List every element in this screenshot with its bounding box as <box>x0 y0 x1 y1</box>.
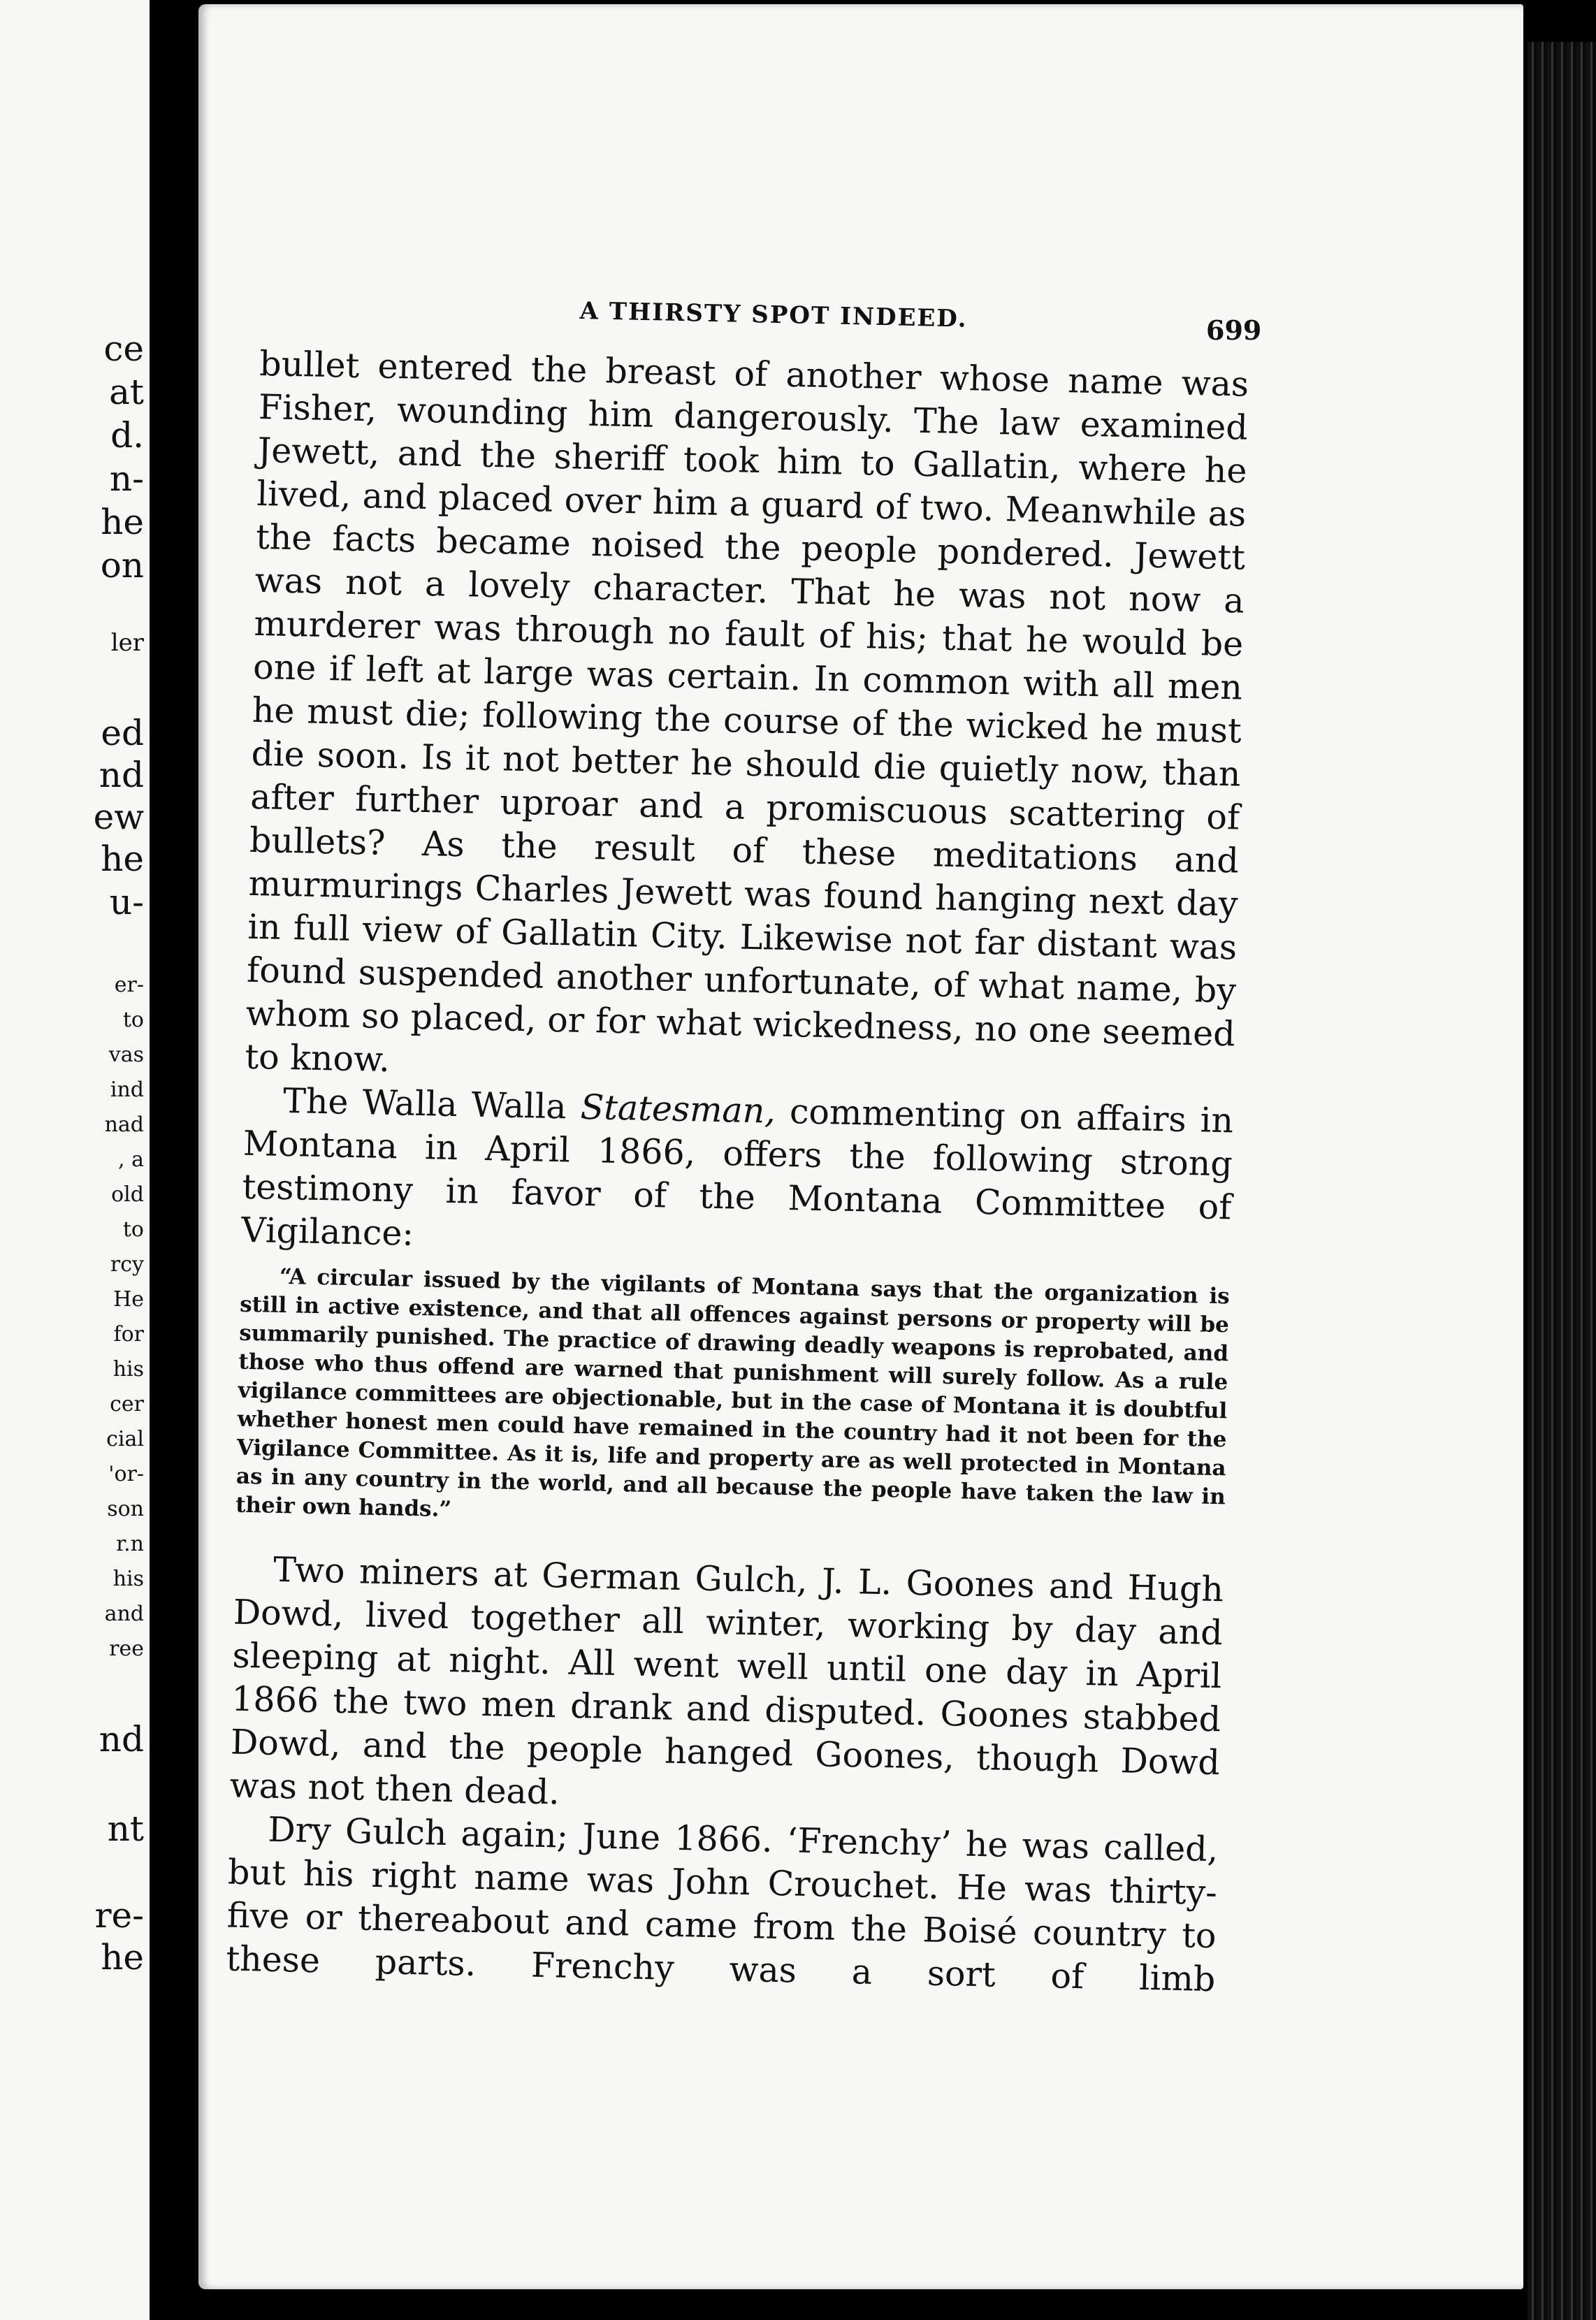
paragraph-statesman <box>241 1079 1234 1273</box>
paragraph-statesman-rest: commenting on affairs in Montana in April 1866, offers the following strong testimony in favor of the Montana Committee of Vigilance: <box>240 1091 1234 1254</box>
facing-page-fragment: at <box>109 372 144 412</box>
running-head: A THIRSTY SPOT INDEED. <box>579 297 968 333</box>
facing-page-fragment: and <box>104 1602 144 1626</box>
facing-page-fragment: to <box>122 1008 144 1032</box>
facing-page-fragment: ew <box>93 797 144 837</box>
facing-page-fragment: son <box>107 1497 144 1521</box>
block-quote: “A circular issued by the vigilants of Montana says that the organization is still in active existence, and that all offences against persons or property will be summarily punished. The practice of drawing deadly weapons is reprobated, and those who thus offend are warned that punishment will surely follow. As a rule vigilance committees are objectionable, but in the case of Montana it is doubtful whether honest men could have remained in the country had it not been for the Vigilance Committee. As it is, life and property are as well protected in Montana as in any country in the world, and all because the people have taken the law in their own hands.” <box>235 1263 1231 1523</box>
book-gutter <box>150 0 198 2320</box>
page-body <box>226 342 1249 2001</box>
facing-page-fragment: he <box>101 1937 144 1978</box>
facing-page-fragment: cial <box>106 1427 144 1451</box>
facing-page-fragment: nd <box>99 1719 144 1760</box>
facing-page-fragment: d. <box>110 415 144 456</box>
facing-page-fragment: He <box>113 1287 144 1312</box>
facing-page-fragment: ler <box>110 629 144 657</box>
facing-page-fragment: n- <box>109 458 144 499</box>
facing-page-fragment: 'or- <box>108 1462 144 1486</box>
facing-page-fragment: , a <box>118 1147 144 1172</box>
facing-page-fragment: vas <box>108 1043 144 1067</box>
paragraph-statesman-lead: The Walla Walla <box>282 1080 581 1127</box>
facing-page-fragment: ed <box>101 713 144 753</box>
facing-page-fragment: his <box>113 1357 144 1382</box>
facing-page-fragment: u- <box>109 882 144 922</box>
page-number: 699 <box>1206 314 1262 346</box>
facing-page-fragment: nad <box>104 1112 144 1137</box>
paragraph-jewett: bullet entered the breast of another whose name was Fisher, wounding him dangerously. The law examined Jewett, and the sheriff took him to Gallatin, where he lived, and placed over him a guard of two. Meanwhile as the facts became noised the people pondered. Jewett was not a lovely character. That he was not now a murderer was through no fault of his; that he would be one if left at large was certain. In common with all men he must die; following the course of the wicked he must die soon. Is it not better he should die quietly now, than after further uproar and a promiscuous scattering of bullets? As the result of these meditations and murmurings Charles Jewett was found hanging next day in full view of Gallatin City. Likewise not far distant was found suspended another unfortunate, of what name, by whom so placed, or for what wickedness, no one seemed to know. <box>244 343 1249 1080</box>
facing-page-fragment: his <box>113 1567 144 1591</box>
facing-page-fragment: for <box>113 1322 144 1347</box>
facing-page-fragment: r.n <box>116 1532 144 1556</box>
facing-page-fragment: ce <box>103 328 144 369</box>
page-stack-edge <box>1528 42 1596 2320</box>
newspaper-name: Statesman, <box>580 1087 776 1131</box>
facing-page-fragment: on <box>100 545 144 586</box>
facing-page-fragment: ree <box>109 1637 144 1661</box>
facing-page-fragment: he <box>101 502 144 542</box>
facing-page-edge <box>0 0 150 2320</box>
facing-page-fragment: rcy <box>110 1252 144 1277</box>
facing-page-fragment: he <box>101 839 144 879</box>
facing-page-fragment: to <box>122 1217 144 1242</box>
facing-page-fragment: nt <box>107 1808 144 1849</box>
facing-page-fragment: old <box>111 1182 144 1207</box>
facing-page-fragment: cer <box>110 1392 144 1416</box>
facing-page-fragment: er- <box>114 973 144 997</box>
facing-page-fragment: re- <box>94 1895 144 1936</box>
paragraph-german-gulch: Two miners at German Gulch, J. L. Goones and Hugh Dowd, lived together all winter, working by day and sleeping at night. All went well until one day in April 1866 the two men drank and disputed. Goones stabbed Dowd, and the people hanged Goones, though Dowd was not then dead. <box>229 1549 1224 1813</box>
paragraph-dry-gulch: Dry Gulch again; June 1866. ‘Frenchy’ he was called, but his right name was John Crouchet. He was thirty-five or thereabout and came from the Boisé country to these parts. Frenchy was a sort of limb <box>225 1809 1219 2000</box>
facing-page-fragment: ind <box>110 1078 144 1102</box>
facing-page-fragment: nd <box>99 755 144 795</box>
